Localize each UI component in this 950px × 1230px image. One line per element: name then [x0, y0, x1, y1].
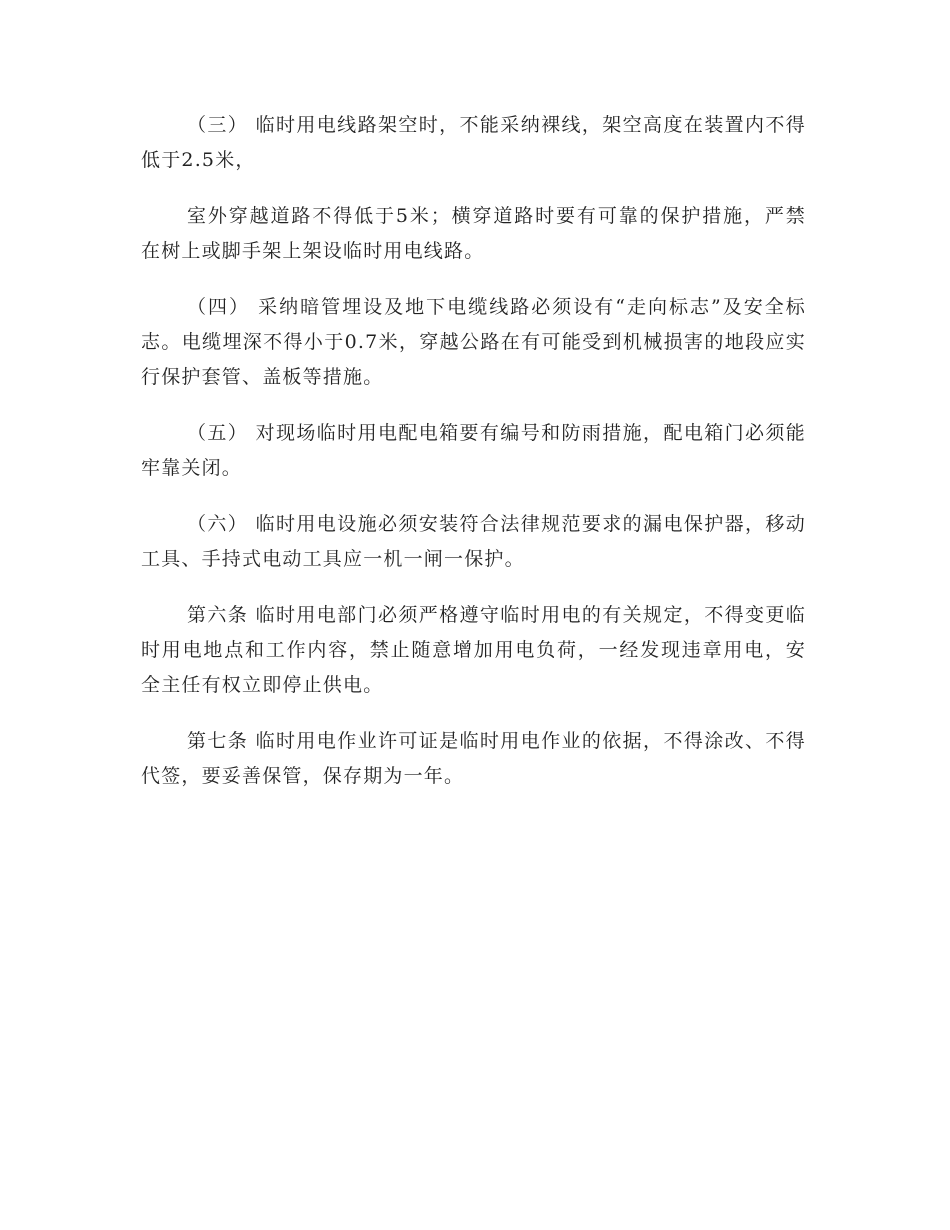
paragraph-overhead-lines: （三） 临时用电线路架空时，不能采纳裸线，架空高度在装置内不得低于2.5米， [141, 114, 806, 171]
paragraph-article-seven: 第七条 临时用电作业许可证是临时用电作业的依据，不得涂改、不得代签，要妥善保管，保存期为一年。 [141, 730, 806, 787]
paragraph-leakage-protector: （六） 临时用电设施必须安装符合法律规范要求的漏电保护器，移动工具、手持式电动工具应一机一闸一保护。 [141, 513, 806, 570]
document-body [141, 108, 806, 815]
paragraph-distribution-box: （五） 对现场临时用电配电箱要有编号和防雨措施，配电箱门必须能牢靠关闭。 [141, 422, 806, 479]
paragraph-article-six: 第六条 临时用电部门必须严格遵守临时用电的有关规定，不得变更临时用电地点和工作内容，禁止随意增加用电负荷，一经发现违章用电，安全主任有权立即停止供电。 [141, 604, 806, 696]
paragraph-road-crossing: 室外穿越道路不得低于5米；横穿道路时要有可靠的保护措施，严禁在树上或脚手架上架设临时用电线路。 [141, 205, 806, 262]
paragraph-underground-cable: （四） 采纳暗管埋设及地下电缆线路必须设有“走向标志”及安全标志。电缆埋深不得小于0.7米，穿越公路在有可能受到机械损害的地段应实行保护套管、盖板等措施。 [141, 296, 806, 388]
